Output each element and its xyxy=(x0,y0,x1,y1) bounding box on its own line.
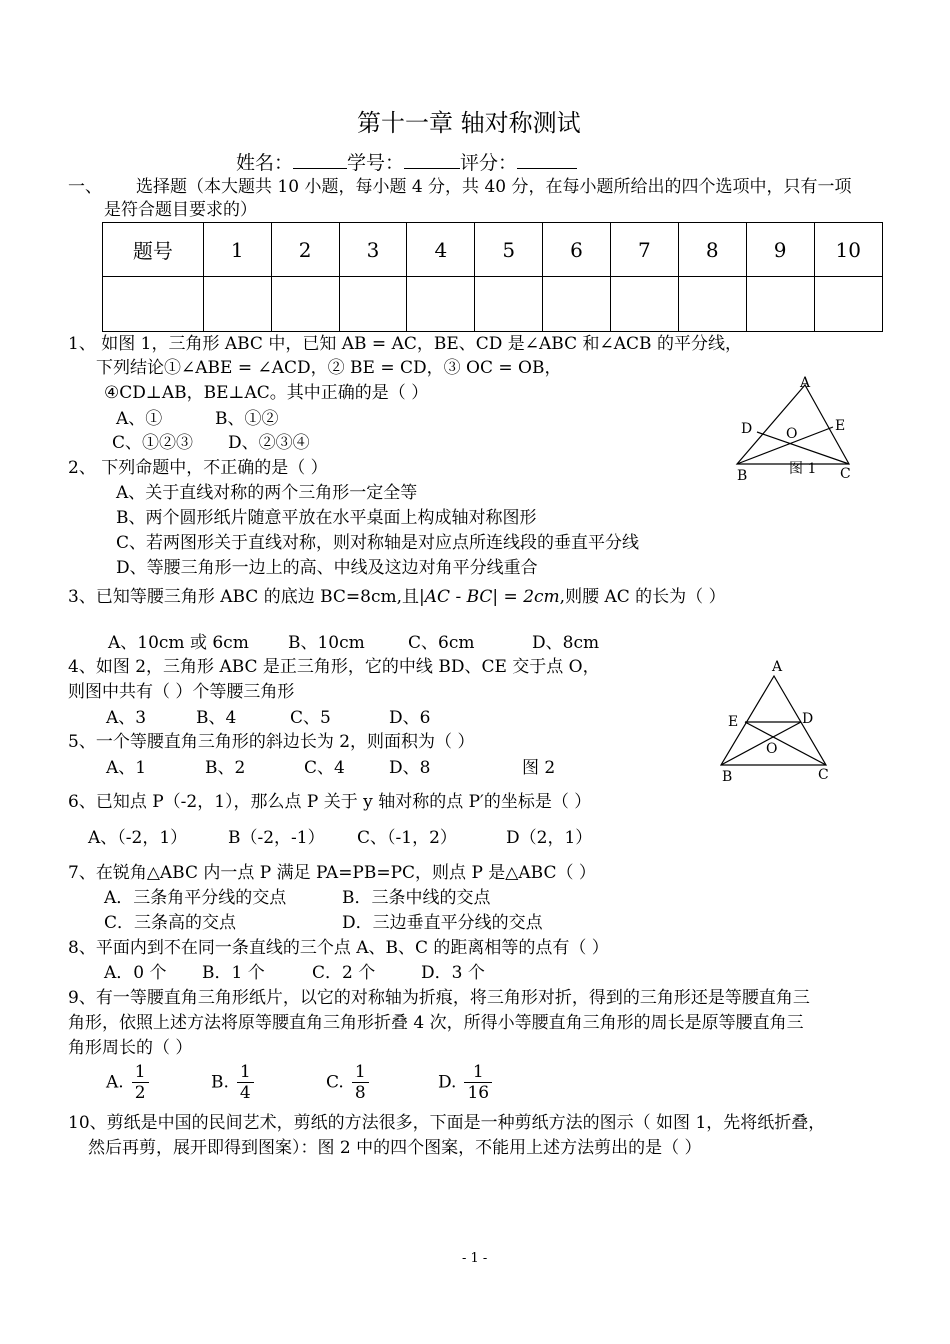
answer-table-col-number: 10 xyxy=(814,223,882,277)
fig1-label-d: D xyxy=(741,421,753,437)
answer-cell[interactable] xyxy=(610,277,678,332)
q4-option-c[interactable]: C、5 xyxy=(290,708,331,728)
q1-stem-line1: 1、 如图 1，三角形 ABC 中，已知 AB = AC，BE、CD 是∠ABC 和∠ACB 的平分线， xyxy=(68,334,742,354)
q9-stem-line1: 9、有一等腰直角三角形纸片，以它的对称轴为折痕，将三角形对折，得到的三角形还是等腰直角三 xyxy=(68,988,810,1008)
q3-option-d[interactable]: D、8cm xyxy=(532,633,600,653)
q9-option-a-numerator: 1 xyxy=(132,1062,149,1083)
q10-stem-line1: 10、剪纸是中国的民间艺术，剪纸的方法很多，下面是一种剪纸方法的图示（ 如图 1，先将纸折叠， xyxy=(68,1113,826,1133)
answer-cell[interactable] xyxy=(271,277,339,332)
q3-option-b[interactable]: B、10cm xyxy=(288,633,365,653)
figure-2-triangle xyxy=(715,655,840,785)
q9-option-a-denominator: 2 xyxy=(134,1083,146,1103)
answer-cell[interactable] xyxy=(475,277,543,332)
answer-cell[interactable] xyxy=(543,277,611,332)
answer-table-col-number: 7 xyxy=(610,223,678,277)
figure-2-caption: 图 2 xyxy=(522,758,556,778)
q9-option-d[interactable] xyxy=(438,1062,492,1103)
q9-option-c-label: C. xyxy=(326,1072,344,1093)
q6-stem: 6、已知点 P（-2，1），那么点 P 关于 y 轴对称的点 P′的坐标是（ ） xyxy=(68,792,592,812)
q2-option-d[interactable]: D、等腰三角形一边上的高、中线及这边对角平分线重合 xyxy=(116,558,538,578)
q9-option-d-fraction xyxy=(464,1062,492,1103)
answer-table-col-number: 8 xyxy=(678,223,746,277)
fig1-label-b: B xyxy=(737,468,748,484)
q9-option-b-label: B. xyxy=(211,1072,229,1093)
q7-option-c[interactable]: C．三条高的交点 xyxy=(104,913,237,933)
q1-option-d[interactable]: D、②③④ xyxy=(228,433,310,453)
section-instructions-line1: 选择题（本大题共 10 小题，每小题 4 分，共 40 分，在每小题所给出的四个选项中，只有一项 xyxy=(136,177,852,197)
q5-option-b[interactable]: B、2 xyxy=(205,758,246,778)
fig2-label-o: O xyxy=(766,741,778,757)
q2-stem: 2、 下列命题中，不正确的是（ ） xyxy=(68,458,328,478)
q3-option-c[interactable]: C、6cm xyxy=(408,633,475,653)
q9-option-a-fraction xyxy=(132,1062,149,1103)
answer-cell[interactable] xyxy=(746,277,814,332)
answer-table-header-row xyxy=(103,223,883,277)
q3-stem-pre: 3、已知等腰三角形 ABC 的底边 BC=8cm,且 xyxy=(68,587,420,607)
q2-option-c[interactable]: C、若两图形关于直线对称，则对称轴是对应点所连线段的垂直平分线 xyxy=(116,533,640,553)
fig2-label-e: E xyxy=(728,714,739,730)
q9-stem-line3: 角形周长的（ ） xyxy=(68,1038,193,1058)
answer-table xyxy=(102,222,883,332)
q9-option-d-denominator: 16 xyxy=(467,1083,490,1103)
figure-1-triangle xyxy=(728,372,858,487)
id-label: 学号： xyxy=(347,152,405,174)
fig1-caption: 图 1 xyxy=(789,461,817,477)
q7-stem: 7、在锐角△ABC 内一点 P 满足 PA=PB=PC，则点 P 是△ABC（ ） xyxy=(68,863,596,883)
q7-option-b[interactable]: B．三条中线的交点 xyxy=(342,888,491,908)
q3-math-expression: |AC - BC| = 2cm xyxy=(419,587,560,607)
id-blank[interactable] xyxy=(404,150,460,169)
q7-option-d[interactable]: D．三边垂直平分线的交点 xyxy=(342,913,543,933)
q9-option-d-numerator: 1 xyxy=(464,1062,492,1083)
fig1-label-e: E xyxy=(835,418,846,434)
name-label: 姓名： xyxy=(236,152,294,174)
answer-table-col-number: 4 xyxy=(407,223,475,277)
answer-cell[interactable] xyxy=(339,277,407,332)
answer-table-col-number: 2 xyxy=(271,223,339,277)
q2-option-a[interactable]: A、关于直线对称的两个三角形一定全等 xyxy=(116,483,418,503)
q8-option-a[interactable]: A．0 个 xyxy=(104,963,167,983)
fig2-label-a: A xyxy=(772,659,783,675)
q6-option-c[interactable]: C、（-1，2） xyxy=(357,828,457,848)
q4-option-d[interactable]: D、6 xyxy=(389,708,431,728)
page-title: 第十一章 轴对称测试 xyxy=(357,109,581,137)
q6-option-a[interactable]: A、（-2，1） xyxy=(88,828,188,848)
q5-option-a[interactable]: A、1 xyxy=(106,758,147,778)
q9-option-b-denominator: 4 xyxy=(239,1083,251,1103)
q9-option-b-fraction xyxy=(237,1062,254,1103)
answer-table-col-number: 1 xyxy=(203,223,271,277)
q3-stem xyxy=(68,586,726,608)
score-blank[interactable] xyxy=(517,150,577,169)
q1-stem-line2: 下列结论①∠ABE = ∠ACD，② BE = CD，③ OC = OB， xyxy=(96,358,562,378)
fig1-label-o: O xyxy=(786,426,798,442)
q5-option-c[interactable]: C、4 xyxy=(304,758,345,778)
fig2-label-d: D xyxy=(802,711,814,727)
q1-option-c[interactable]: C、①②③ xyxy=(112,433,194,453)
q9-option-c-denominator: 8 xyxy=(354,1083,366,1103)
q4-option-b[interactable]: B、4 xyxy=(196,708,237,728)
q8-stem: 8、平面内到不在同一条直线的三个点 A、B、C 的距离相等的点有（ ） xyxy=(68,938,609,958)
q9-option-a-label: A. xyxy=(106,1072,124,1093)
fig2-label-b: B xyxy=(722,769,733,785)
answer-cell[interactable] xyxy=(103,277,204,332)
q9-option-c-numerator: 1 xyxy=(352,1062,369,1083)
answer-table-col-number: 5 xyxy=(475,223,543,277)
score-label: 评分： xyxy=(460,152,518,174)
q8-option-c[interactable]: C．2 个 xyxy=(312,963,376,983)
q9-option-b-numerator: 1 xyxy=(237,1062,254,1083)
page-number: - 1 - xyxy=(462,1251,488,1266)
q7-option-a[interactable]: A．三条角平分线的交点 xyxy=(104,888,287,908)
q9-option-b[interactable] xyxy=(211,1062,254,1103)
answer-table-col-number: 3 xyxy=(339,223,407,277)
student-info xyxy=(236,150,577,174)
answer-table-col-number: 9 xyxy=(746,223,814,277)
q3-stem-post: ,则腰 AC 的长为（ ） xyxy=(559,587,726,607)
q1-stem-line3: ④CD⊥AB，BE⊥AC。其中正确的是（ ） xyxy=(104,383,429,403)
q1-option-b[interactable]: B、①② xyxy=(215,409,279,429)
section-number: 一、 xyxy=(68,177,102,197)
answer-cell[interactable] xyxy=(407,277,475,332)
section-instructions-line2: 是符合题目要求的） xyxy=(104,200,257,220)
q10-stem-line2: 然后再剪，展开即得到图案）：图 2 中的四个图案，不能用上述方法剪出的是（ ） xyxy=(88,1138,702,1158)
q4-stem-line2: 则图中共有（ ）个等腰三角形 xyxy=(68,682,295,702)
fig2-label-c: C xyxy=(818,767,829,783)
answer-cell[interactable] xyxy=(678,277,746,332)
q9-option-c[interactable] xyxy=(326,1062,369,1103)
q5-stem: 5、一个等腰直角三角形的斜边长为 2，则面积为（ ） xyxy=(68,732,475,752)
fig1-label-a: A xyxy=(800,375,811,391)
fig1-label-c: C xyxy=(840,466,851,482)
q2-option-b[interactable]: B、两个圆形纸片随意平放在水平桌面上构成轴对称图形 xyxy=(116,508,537,528)
q4-stem-line1: 4、如图 2，三角形 ABC 是正三角形，它的中线 BD、CE 交于点 O， xyxy=(68,657,600,677)
q3-option-a[interactable]: A、10cm 或 6cm xyxy=(108,633,249,653)
q9-stem-line2: 角形，依照上述方法将原等腰直角三角形折叠 4 次，所得小等腰直角三角形的周长是原等腰直角三 xyxy=(68,1013,804,1033)
q5-option-d[interactable]: D、8 xyxy=(389,758,431,778)
answer-table-col-number: 6 xyxy=(543,223,611,277)
answer-cell[interactable] xyxy=(814,277,882,332)
q8-option-d[interactable]: D．3 个 xyxy=(421,963,485,983)
q9-option-d-label: D. xyxy=(438,1072,457,1093)
q9-option-c-fraction xyxy=(352,1062,369,1103)
answer-table-header-cell: 题号 xyxy=(103,223,204,277)
q4-option-a[interactable]: A、3 xyxy=(106,708,147,728)
answer-cell[interactable] xyxy=(203,277,271,332)
q8-option-b[interactable]: B．1 个 xyxy=(202,963,265,983)
answer-table-answer-row xyxy=(103,277,883,332)
q6-option-d[interactable]: D（2，1） xyxy=(506,828,593,848)
q6-option-b[interactable]: B（-2，-1） xyxy=(228,828,325,848)
q9-option-a[interactable] xyxy=(106,1062,149,1103)
q1-option-a[interactable]: A、① xyxy=(116,409,163,429)
name-blank[interactable] xyxy=(293,150,347,169)
